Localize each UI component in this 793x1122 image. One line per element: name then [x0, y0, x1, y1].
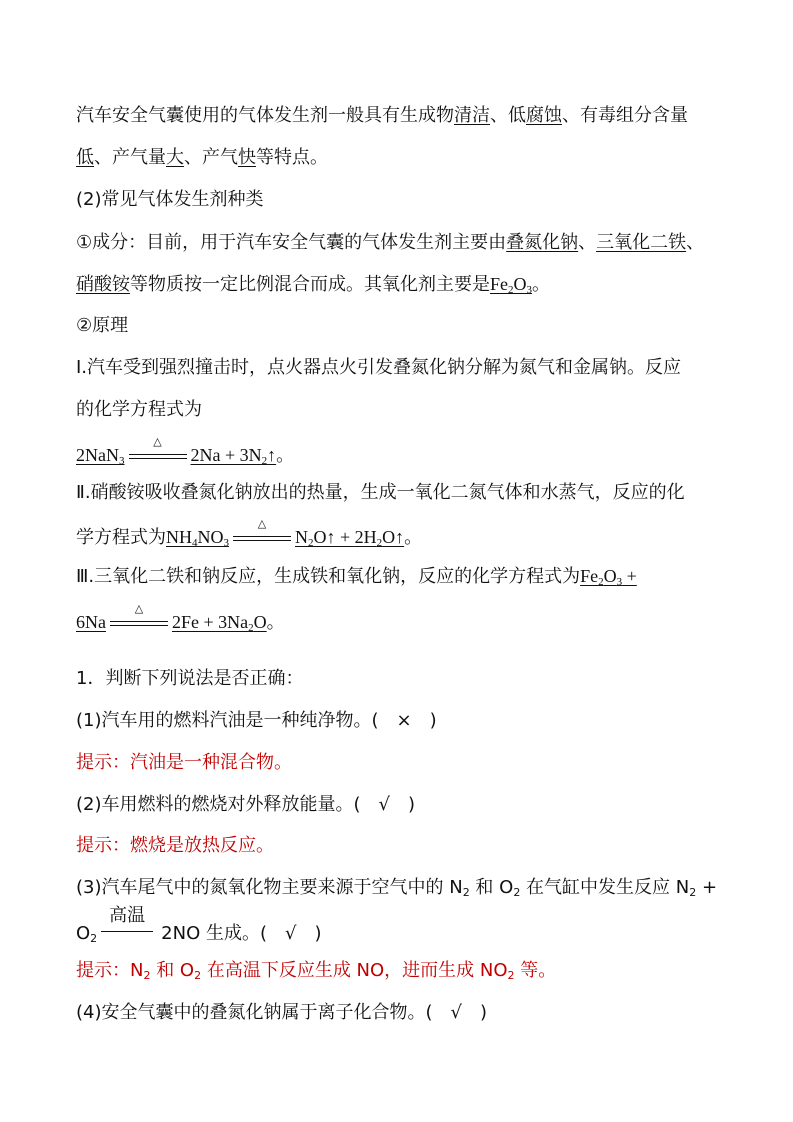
question-1: (1)汽车用的燃料汽油是一种纯净物。( × ) [76, 710, 437, 731]
intro-line-2 [76, 146, 328, 170]
principle-2-line-1: Ⅱ.硝酸铵吸收叠氮化钠放出的热量，生成一氧化二氮气体和水蒸气，反应的化 [76, 482, 685, 503]
quiz-title: 1．判断下列说法是否正确： [76, 668, 304, 689]
principle-1-line-2: 的化学方程式为 [76, 399, 202, 420]
composition-line-2 [76, 272, 550, 297]
heat-equal-sign: △ [110, 617, 168, 631]
equation-3 [76, 602, 285, 634]
heat-equal-sign: △ [129, 450, 187, 464]
question-4: (4)安全气囊中的叠氮化钠属于离子化合物。( √ ) [76, 1002, 488, 1023]
text: Ⅲ.三氧化二铁和钠反应，生成铁和氧化钠，反应的化学方程式为 [76, 566, 581, 587]
text: 。 [532, 274, 550, 295]
principle-3-line-1 [76, 564, 637, 589]
answer-blank: 大 [166, 147, 184, 168]
answer-blank: 清洁 [454, 105, 490, 126]
question-2: (2)车用燃料的燃烧对外释放能量。( √ ) [76, 794, 416, 815]
hint-3: 提示：$N_2$ 和 $O_2$ 在高温下反应生成 NO，进而生成 $NO_2$ 等。 [76, 960, 557, 982]
answer-blank: 低 [76, 147, 94, 168]
text: 等特点。 [256, 147, 328, 168]
hint-2: 提示：燃烧是放热反应。 [76, 835, 274, 856]
equation-answer: $NH_4NO_3$ △ $N_2O↑$ + $2H_2O↑$ [166, 517, 405, 549]
section-title: (2)常见气体发生剂种类 [76, 189, 264, 210]
answer-blank: 三氧化二铁 [596, 232, 687, 253]
equation-answer: $Fe_2O_3$ + [580, 566, 637, 588]
answer-blank: 腐蚀 [526, 105, 562, 126]
hint-1: 提示：汽油是一种混合物。 [76, 752, 292, 773]
principle-2-line-2 [76, 517, 423, 550]
text: 、产气 [184, 147, 238, 168]
answer-blank: 硝酸铵 [76, 274, 130, 295]
composition-line-1 [76, 231, 704, 255]
text: 、有毒组分含量 [562, 105, 688, 126]
text: 等物质按一定比例混合而成。其氧化剂主要是 [130, 274, 490, 295]
intro-line-1 [76, 104, 688, 128]
question-3-line-2: $O_2$ 高温 2NO 生成。( √ ) [76, 905, 322, 945]
high-temperature-condition: 高温 [101, 927, 153, 941]
text: 、 [686, 232, 705, 253]
formula-answer: $Fe_2O_3$ [490, 274, 532, 296]
text: 学方程式为 [76, 527, 166, 548]
text: 。 [266, 612, 285, 632]
equation-answer: 6Na △ $2Fe + 3Na_2O$ [76, 602, 267, 634]
heat-equal-sign: △ [233, 532, 291, 546]
equation-1 [76, 435, 295, 467]
text: 、产气量 [94, 147, 166, 168]
question-3-line-1: (3)汽车尾气中的氮氧化物主要来源于空气中的 $N_2$ 和 $O_2$ 在气缸中发生反应 $N_2$ + [76, 877, 718, 899]
text: 、低 [490, 105, 526, 126]
equation-answer: 2NaN$_3$ △ $2Na + 3N_2↑$ [76, 435, 277, 467]
principle-heading: ②原理 [76, 315, 129, 336]
text: 汽车安全气囊使用的气体发生剂一般具有生成物 [76, 105, 454, 126]
text: 。 [276, 445, 295, 465]
answer-blank: 快 [238, 147, 256, 168]
principle-1-line-1: Ⅰ.汽车受到强烈撞击时，点火器点火引发叠氮化钠分解为氮气和金属钠。反应 [76, 357, 682, 378]
text: ①成分：目前，用于汽车安全气囊的气体发生剂主要由 [76, 232, 507, 253]
text: 、 [578, 232, 597, 253]
text: 。 [404, 527, 423, 548]
answer-blank: 叠氮化钠 [506, 232, 579, 253]
